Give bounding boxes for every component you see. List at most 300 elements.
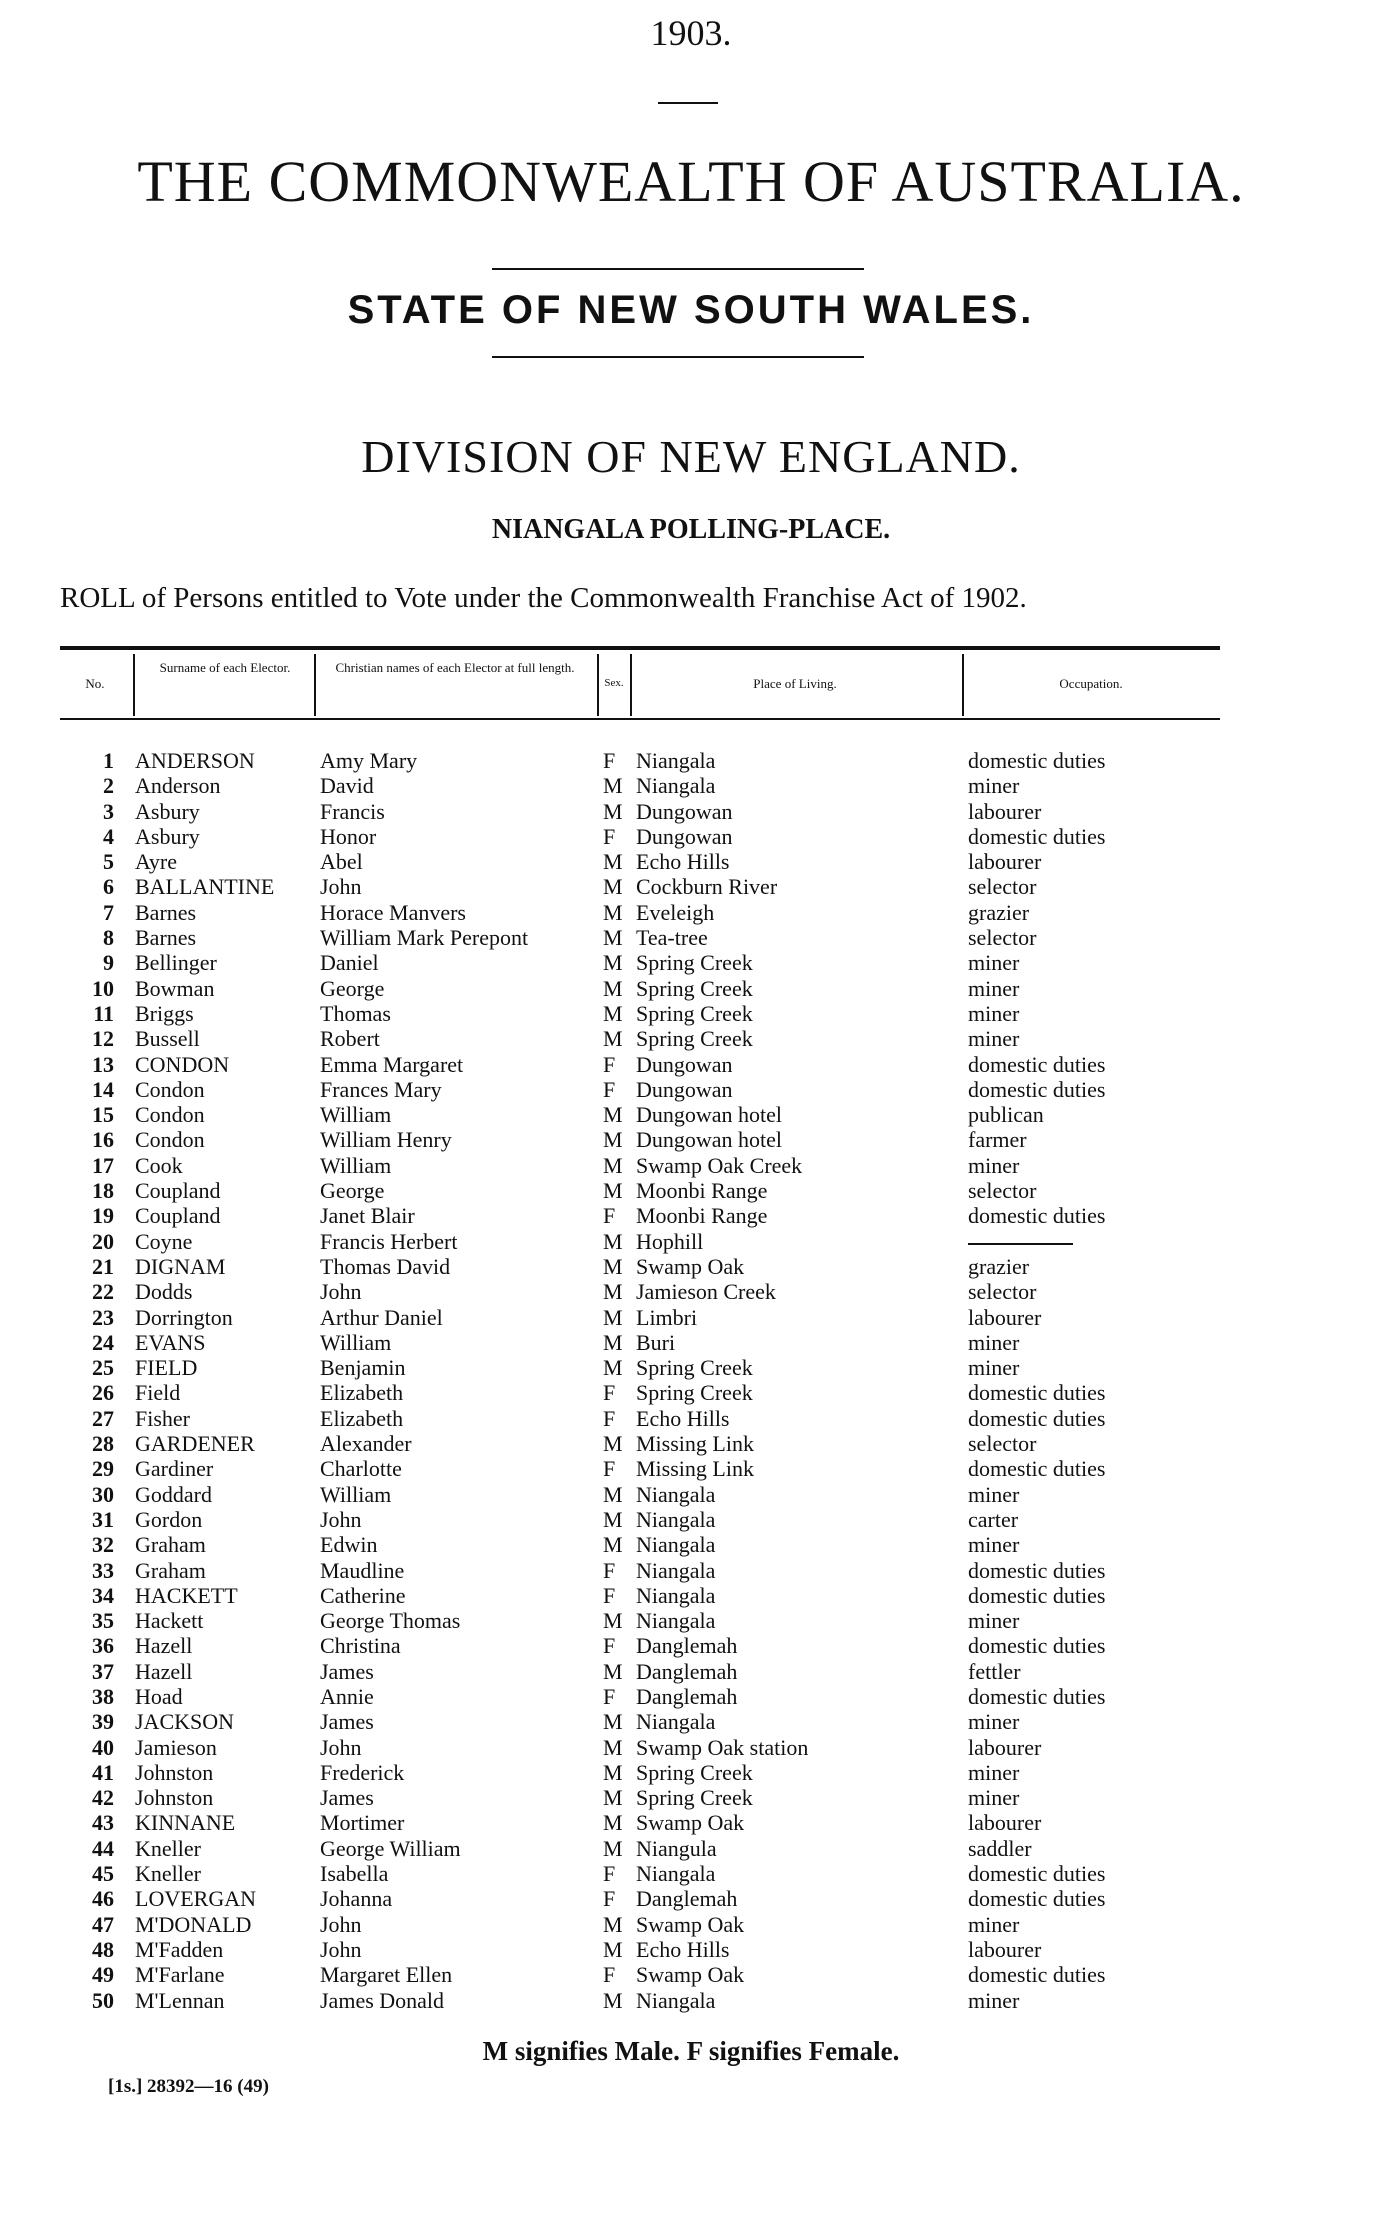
cell-surname: Cook: [135, 1152, 183, 1178]
cell-surname: Hazell: [135, 1658, 193, 1684]
cell-sex: M: [603, 1102, 623, 1128]
cell-no: 47: [92, 1911, 114, 1937]
cell-occupation: domestic duties: [968, 823, 1106, 849]
cell-christian: James: [320, 1785, 374, 1811]
cell-occupation: miner: [968, 1987, 1020, 2013]
cell-place: Tea-tree: [636, 925, 708, 951]
cell-place: Niangula: [636, 1835, 717, 1861]
cell-surname: Bellinger: [135, 950, 217, 976]
cell-no: 23: [92, 1304, 114, 1330]
table-row: [0, 1127, 1382, 1152]
cell-no: 21: [92, 1253, 114, 1279]
cell-surname: Bussell: [135, 1026, 200, 1052]
cell-sex: F: [603, 1405, 616, 1431]
cell-no: 6: [103, 874, 114, 900]
roll-title: ROLL of Persons entitled to Vote under the Commonwealth Franchise Act of 1902.: [60, 582, 1027, 614]
cell-occupation: miner: [968, 1532, 1020, 1558]
cell-sex: M: [603, 1835, 623, 1861]
cell-surname: Briggs: [135, 1000, 194, 1026]
cell-place: Swamp Oak station: [636, 1734, 809, 1760]
table-row: [0, 824, 1382, 849]
cell-sex: F: [603, 1076, 616, 1102]
cell-sex: M: [603, 1431, 623, 1457]
cell-sex: F: [603, 1962, 616, 1988]
year: 1903.: [650, 13, 732, 53]
cell-place: Swamp Oak Creek: [636, 1152, 803, 1178]
cell-place: Niangala: [636, 748, 716, 773]
cell-no: 49: [92, 1962, 114, 1988]
cell-surname: Bowman: [135, 975, 215, 1001]
cell-sex: F: [603, 1861, 616, 1887]
cell-place: Limbri: [636, 1304, 698, 1330]
cell-occupation: labourer: [968, 1936, 1042, 1962]
cell-surname: Kneller: [135, 1861, 201, 1887]
cell-place: Spring Creek: [636, 1000, 753, 1026]
cell-christian: Abel: [320, 849, 363, 875]
table-row: [0, 925, 1382, 950]
state-heading: STATE OF NEW SOUTH WALES.: [347, 288, 1035, 332]
col-divider: [597, 654, 599, 716]
cell-christian: Horace Manvers: [320, 899, 466, 925]
cell-occupation: selector: [968, 1431, 1037, 1457]
cell-occupation: miner: [968, 1709, 1020, 1735]
table-row: [0, 976, 1382, 1001]
cell-christian: William: [320, 1152, 392, 1178]
cell-no: 32: [92, 1532, 114, 1558]
cell-no: 16: [92, 1127, 114, 1153]
table-row: [0, 1203, 1382, 1228]
elector-list: [0, 748, 1382, 2013]
cell-surname: Hackett: [135, 1608, 204, 1634]
cell-no: 48: [92, 1936, 114, 1962]
cell-occupation: domestic duties: [968, 1405, 1106, 1431]
cell-christian: George William: [320, 1835, 461, 1861]
cell-no: 17: [92, 1152, 114, 1178]
cell-place: Spring Creek: [636, 1759, 753, 1785]
cell-christian: Thomas: [320, 1000, 391, 1026]
cell-sex: M: [603, 1608, 623, 1634]
cell-place: Danglemah: [636, 1683, 738, 1709]
cell-surname: BALLANTINE: [135, 874, 275, 900]
table-row: [0, 1532, 1382, 1557]
cell-occupation: labourer: [968, 1810, 1042, 1836]
table-row: [0, 1583, 1382, 1608]
cell-occupation: fettler: [968, 1658, 1021, 1684]
cell-sex: M: [603, 849, 623, 875]
cell-surname: FIELD: [135, 1355, 198, 1381]
page-title: THE COMMONWEALTH OF AUSTRALIA.: [137, 149, 1245, 214]
table-row: [0, 1153, 1382, 1178]
table-row: [0, 748, 1382, 773]
cell-no: 40: [92, 1734, 114, 1760]
cell-sex: F: [603, 1051, 616, 1077]
cell-no: 28: [92, 1431, 114, 1457]
cell-surname: Condon: [135, 1102, 205, 1128]
cell-place: Niangala: [636, 1582, 716, 1608]
cell-occupation: miner: [968, 1911, 1020, 1937]
cell-place: Swamp Oak: [636, 1962, 745, 1988]
cell-place: Spring Creek: [636, 950, 753, 976]
table-row: [0, 1886, 1382, 1911]
polling-place-heading: NIANGALA POLLING-PLACE.: [491, 514, 891, 545]
table-row: [0, 1861, 1382, 1886]
table-row: [0, 1633, 1382, 1658]
table-row: [0, 1988, 1382, 2013]
cell-place: Spring Creek: [636, 1355, 753, 1381]
table-row: [0, 1178, 1382, 1203]
table-row: [0, 950, 1382, 975]
cell-no: 20: [92, 1228, 114, 1254]
cell-christian: Maudline: [320, 1557, 405, 1583]
cell-no: 1: [103, 748, 114, 773]
table-row: [0, 1279, 1382, 1304]
cell-sex: M: [603, 1329, 623, 1355]
cell-surname: Condon: [135, 1076, 205, 1102]
table-row: [0, 1482, 1382, 1507]
table-row: [0, 1229, 1382, 1254]
cell-christian: James Donald: [320, 1987, 445, 2013]
cell-christian: William: [320, 1481, 392, 1507]
table-row: [0, 1735, 1382, 1760]
cell-christian: Elizabeth: [320, 1380, 404, 1406]
cell-place: Danglemah: [636, 1886, 738, 1912]
cell-occupation: [968, 1229, 1073, 1254]
cell-occupation: miner: [968, 1329, 1020, 1355]
cell-sex: M: [603, 1026, 623, 1052]
cell-christian: Francis: [320, 798, 385, 824]
cell-occupation: domestic duties: [968, 1683, 1106, 1709]
cell-no: 4: [103, 823, 114, 849]
cell-no: 15: [92, 1102, 114, 1128]
cell-occupation: domestic duties: [968, 748, 1106, 773]
cell-christian: Francis Herbert: [320, 1228, 458, 1254]
cell-sex: M: [603, 975, 623, 1001]
cell-place: Niangala: [636, 1557, 716, 1583]
col-divider: [314, 654, 316, 716]
cell-place: Dungowan: [636, 823, 733, 849]
cell-sex: F: [603, 1456, 616, 1482]
cell-christian: John: [320, 874, 362, 900]
divider: [658, 102, 718, 104]
cell-place: Missing Link: [636, 1431, 754, 1457]
table-row: [0, 1810, 1382, 1835]
col-header-surname: Surname of each Elector.: [159, 660, 291, 675]
cell-surname: CONDON: [135, 1051, 230, 1077]
cell-surname: Gardiner: [135, 1456, 214, 1482]
cell-christian: Isabella: [320, 1861, 389, 1887]
table-row: [0, 799, 1382, 824]
cell-surname: Coyne: [135, 1228, 193, 1254]
cell-sex: F: [603, 748, 616, 773]
cell-no: 44: [92, 1835, 114, 1861]
cell-occupation: labourer: [968, 798, 1042, 824]
cell-occupation: labourer: [968, 1734, 1042, 1760]
cell-occupation: miner: [968, 1608, 1020, 1634]
table-row: [0, 849, 1382, 874]
cell-sex: F: [603, 1633, 616, 1659]
cell-christian: William Henry: [320, 1127, 452, 1153]
cell-place: Echo Hills: [636, 1936, 730, 1962]
cell-christian: Catherine: [320, 1582, 406, 1608]
cell-occupation: saddler: [968, 1835, 1032, 1861]
cell-christian: Daniel: [320, 950, 379, 976]
cell-surname: Fisher: [135, 1405, 190, 1431]
cell-surname: Kneller: [135, 1835, 201, 1861]
cell-surname: Asbury: [135, 798, 200, 824]
table-row: [0, 1558, 1382, 1583]
table-row: [0, 1962, 1382, 1987]
cell-christian: Margaret Ellen: [320, 1962, 453, 1988]
table-row: [0, 1608, 1382, 1633]
cell-no: 24: [92, 1329, 114, 1355]
cell-christian: Benjamin: [320, 1355, 406, 1381]
cell-sex: M: [603, 925, 623, 951]
table-row: [0, 1431, 1382, 1456]
cell-occupation: domestic duties: [968, 1380, 1106, 1406]
cell-christian: Edwin: [320, 1532, 378, 1558]
cell-sex: M: [603, 1355, 623, 1381]
cell-christian: James: [320, 1709, 374, 1735]
table-row: [0, 1026, 1382, 1051]
cell-surname: M'Fadden: [135, 1936, 224, 1962]
cell-christian: Elizabeth: [320, 1405, 404, 1431]
cell-no: 31: [92, 1506, 114, 1532]
cell-surname: Coupland: [135, 1178, 221, 1204]
table-row: [0, 1937, 1382, 1962]
cell-occupation: domestic duties: [968, 1633, 1106, 1659]
cell-no: 8: [103, 925, 114, 951]
cell-christian: George: [320, 975, 385, 1001]
cell-occupation: domestic duties: [968, 1886, 1106, 1912]
cell-no: 3: [103, 798, 114, 824]
cell-sex: M: [603, 1810, 623, 1836]
cell-occupation: grazier: [968, 1253, 1030, 1279]
cell-place: Swamp Oak: [636, 1810, 745, 1836]
table-header-rule: [60, 718, 1220, 720]
cell-christian: Janet Blair: [320, 1203, 415, 1229]
divider: [492, 268, 864, 270]
division-heading: DIVISION OF NEW ENGLAND.: [361, 431, 1021, 482]
table-row: [0, 1305, 1382, 1330]
cell-no: 34: [92, 1582, 114, 1608]
cell-place: Dungowan hotel: [636, 1102, 783, 1128]
cell-place: Dungowan hotel: [636, 1127, 783, 1153]
cell-surname: Graham: [135, 1532, 206, 1558]
cell-occupation: labourer: [968, 1304, 1042, 1330]
cell-sex: M: [603, 773, 623, 799]
cell-no: 43: [92, 1810, 114, 1836]
cell-surname: Gordon: [135, 1506, 203, 1532]
cell-sex: M: [603, 1987, 623, 2013]
table-row: [0, 1709, 1382, 1734]
cell-sex: M: [603, 1658, 623, 1684]
cell-place: Danglemah: [636, 1658, 738, 1684]
cell-surname: M'Lennan: [135, 1987, 225, 2013]
cell-place: Hophill: [636, 1228, 704, 1254]
table-row: [0, 1001, 1382, 1026]
cell-no: 7: [103, 899, 114, 925]
cell-sex: M: [603, 1304, 623, 1330]
cell-sex: M: [603, 874, 623, 900]
cell-place: Niangala: [636, 1861, 716, 1887]
cell-christian: Christina: [320, 1633, 401, 1659]
col-divider: [962, 654, 964, 716]
table-row: [0, 1912, 1382, 1937]
cell-surname: JACKSON: [135, 1709, 235, 1735]
cell-christian: Johanna: [320, 1886, 393, 1912]
col-header-christian: Christian names of each Elector at full length.: [335, 660, 575, 675]
cell-christian: William: [320, 1102, 392, 1128]
cell-sex: F: [603, 1886, 616, 1912]
cell-no: 19: [92, 1203, 114, 1229]
cell-place: Echo Hills: [636, 1405, 730, 1431]
table-row: [0, 1406, 1382, 1431]
cell-place: Niangala: [636, 1506, 716, 1532]
cell-surname: Dorrington: [135, 1304, 233, 1330]
table-row: [0, 1380, 1382, 1405]
cell-occupation: selector: [968, 925, 1037, 951]
table-row: [0, 1456, 1382, 1481]
cell-christian: John: [320, 1734, 362, 1760]
cell-surname: EVANS: [135, 1329, 206, 1355]
table-row: [0, 874, 1382, 899]
cell-no: 36: [92, 1633, 114, 1659]
cell-place: Niangala: [636, 1532, 716, 1558]
cell-christian: George: [320, 1178, 385, 1204]
cell-surname: Hazell: [135, 1633, 193, 1659]
cell-sex: M: [603, 1709, 623, 1735]
cell-surname: M'DONALD: [135, 1911, 252, 1937]
cell-christian: Robert: [320, 1026, 380, 1052]
cell-no: 46: [92, 1886, 114, 1912]
cell-occupation: selector: [968, 1279, 1037, 1305]
cell-sex: M: [603, 950, 623, 976]
cell-occupation: domestic duties: [968, 1456, 1106, 1482]
cell-christian: Annie: [320, 1683, 374, 1709]
cell-occupation: domestic duties: [968, 1861, 1106, 1887]
cell-christian: John: [320, 1911, 362, 1937]
cell-place: Dungowan: [636, 798, 733, 824]
cell-place: Spring Creek: [636, 1785, 753, 1811]
table-row: [0, 1684, 1382, 1709]
cell-no: 29: [92, 1456, 114, 1482]
cell-surname: Jamieson: [135, 1734, 217, 1760]
table-row: [0, 773, 1382, 798]
cell-occupation: grazier: [968, 899, 1030, 925]
table-row: [0, 1355, 1382, 1380]
cell-occupation: miner: [968, 1355, 1020, 1381]
cell-place: Moonbi Range: [636, 1203, 768, 1229]
cell-christian: John: [320, 1936, 362, 1962]
table-row: [0, 1102, 1382, 1127]
cell-sex: F: [603, 1380, 616, 1406]
cell-place: Spring Creek: [636, 1380, 753, 1406]
cell-surname: Dodds: [135, 1279, 193, 1305]
cell-place: Missing Link: [636, 1456, 754, 1482]
cell-surname: Coupland: [135, 1203, 221, 1229]
cell-christian: Thomas David: [320, 1253, 451, 1279]
cell-christian: Charlotte: [320, 1456, 402, 1482]
cell-place: Dungowan: [636, 1076, 733, 1102]
cell-no: 25: [92, 1355, 114, 1381]
cell-sex: M: [603, 1481, 623, 1507]
cell-no: 10: [92, 975, 114, 1001]
cell-surname: Ayre: [135, 849, 177, 875]
cell-occupation: miner: [968, 1000, 1020, 1026]
cell-surname: ANDERSON: [135, 748, 255, 773]
cell-occupation: labourer: [968, 849, 1042, 875]
cell-no: 9: [103, 950, 114, 976]
cell-no: 33: [92, 1557, 114, 1583]
cell-surname: Field: [135, 1380, 181, 1406]
cell-christian: Frances Mary: [320, 1076, 442, 1102]
cell-surname: DIGNAM: [135, 1253, 226, 1279]
cell-no: 22: [92, 1279, 114, 1305]
cell-occupation: miner: [968, 1759, 1020, 1785]
cell-place: Niangala: [636, 1987, 716, 2013]
cell-occupation: domestic duties: [968, 1203, 1106, 1229]
cell-no: 35: [92, 1608, 114, 1634]
table-row: [0, 1785, 1382, 1810]
cell-christian: George Thomas: [320, 1608, 461, 1634]
cell-occupation: publican: [968, 1102, 1044, 1128]
table-row: [0, 900, 1382, 925]
cell-no: 41: [92, 1759, 114, 1785]
cell-sex: M: [603, 1152, 623, 1178]
cell-place: Spring Creek: [636, 1026, 753, 1052]
cell-surname: HACKETT: [135, 1582, 238, 1608]
cell-sex: F: [603, 823, 616, 849]
cell-place: Danglemah: [636, 1633, 738, 1659]
cell-place: Niangala: [636, 1608, 716, 1634]
cell-sex: M: [603, 1253, 623, 1279]
cell-place: Buri: [636, 1329, 676, 1355]
cell-occupation: farmer: [968, 1127, 1027, 1153]
col-header-occupation: Occupation.: [1059, 676, 1123, 691]
cell-christian: James: [320, 1658, 374, 1684]
table-row: [0, 1052, 1382, 1077]
cell-surname: M'Farlane: [135, 1962, 225, 1988]
cell-sex: M: [603, 899, 623, 925]
cell-occupation: miner: [968, 1026, 1020, 1052]
table-row: [0, 1760, 1382, 1785]
cell-no: 5: [103, 849, 114, 875]
cell-occupation: miner: [968, 773, 1020, 799]
cell-occupation: domestic duties: [968, 1076, 1106, 1102]
cell-christian: William Mark Perepont: [320, 925, 529, 951]
cell-christian: William: [320, 1329, 392, 1355]
table-row: [0, 1659, 1382, 1684]
col-divider: [630, 654, 632, 716]
cell-occupation: carter: [968, 1506, 1019, 1532]
cell-sex: M: [603, 798, 623, 824]
cell-surname: Barnes: [135, 899, 197, 925]
cell-surname: Condon: [135, 1127, 205, 1153]
cell-christian: Alexander: [320, 1431, 412, 1457]
cell-surname: Goddard: [135, 1481, 212, 1507]
cell-christian: Arthur Daniel: [320, 1304, 443, 1330]
col-divider: [133, 654, 135, 716]
cell-surname: KINNANE: [135, 1810, 236, 1836]
cell-no: 13: [92, 1051, 114, 1077]
cell-christian: John: [320, 1279, 362, 1305]
cell-no: 50: [92, 1987, 114, 2013]
cell-place: Jamieson Creek: [636, 1279, 776, 1305]
col-header-sex: Sex.: [604, 677, 624, 689]
cell-surname: LOVERGAN: [135, 1886, 256, 1912]
cell-occupation: domestic duties: [968, 1051, 1106, 1077]
cell-christian: Mortimer: [320, 1810, 405, 1836]
